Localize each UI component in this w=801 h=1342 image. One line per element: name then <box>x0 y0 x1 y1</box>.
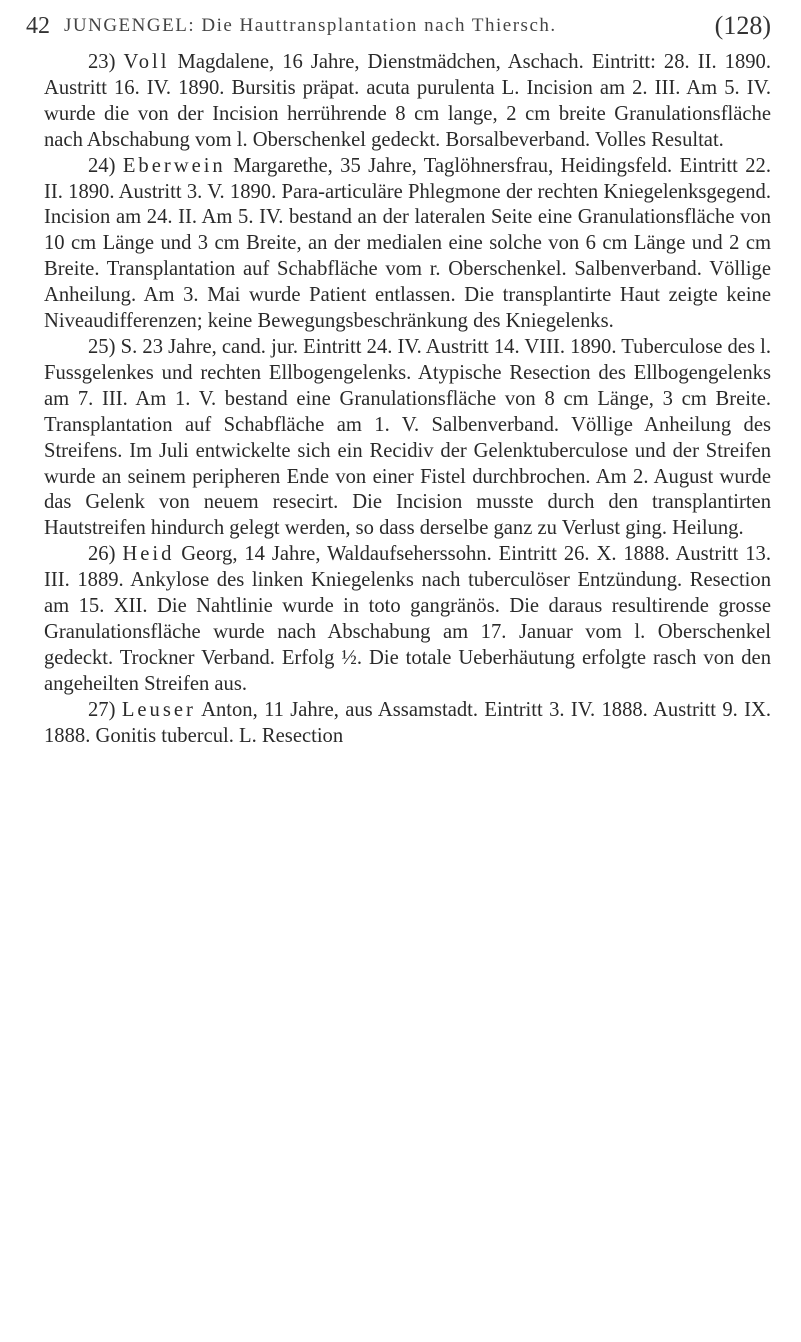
case-number: 25) <box>88 335 116 358</box>
case-paragraph <box>44 542 771 697</box>
case-number: 27) <box>88 698 116 721</box>
patient-name: Heid <box>122 543 175 566</box>
case-paragraph <box>44 50 771 154</box>
section-number: (128) <box>714 11 771 40</box>
document-body <box>44 50 771 749</box>
case-text: Georg, 14 Jahre, Waldaufseherssohn. Eintritt 26. X. 1888. Austritt 13. III. 1889. Ankylose des linken Kniegelenks nach tuberculöser Entzündung. Resection am 15. XII. Die Nahtlinie wurde in toto gangränös. Die daraus resultirende grosse Granulationsfläche wurde nach Abschabung am 17. Januar vom l. Oberschenkel gedeckt. Trockner Verband. Erfolg ½. Die totale Ueberhäutung erfolgte rasch von den angeheilten Streifen aus. <box>44 543 771 695</box>
page-number: 42 <box>26 12 50 39</box>
case-number: 23) <box>88 51 116 73</box>
case-paragraph <box>44 154 771 335</box>
running-head: JUNGENGEL: Die Hauttransplantation nach Thiersch. <box>64 15 557 36</box>
patient-name: S. <box>120 335 138 358</box>
case-text: Magdalene, 16 Jahre, Dienstmädchen, Aschach. Eintritt: 28. II. 1890. Austritt 16. IV. 1890. Bursitis präpat. acuta purulenta L. Incision am 2. III. Am 5. IV. wurde die von der Incision herrührende 8 cm lange, 2 cm breite Granulationsfläche nach Abschabung vom l. Oberschenkel gedeckt. Borsalbeverband. Volles Resultat. <box>44 51 771 151</box>
case-number: 26) <box>88 543 116 566</box>
case-number: 24) <box>88 154 116 177</box>
case-text: Anton, 11 Jahre, aus Assamstadt. Eintritt 3. IV. 1888. Austritt 9. IX. 1888. Gonitis tubercul. L. Resection <box>44 698 772 747</box>
case-text: 23 Jahre, cand. jur. Eintritt 24. IV. Austritt 14. VIII. 1890. Tuberculose des l. Fussgelenkes und rechten Ellbogengelenks. Atypische Resection des Ellbogengelenks am 7. III. Am 1. V. bestand eine Granulationsfläche von 8 cm Länge, 3 cm Breite. Transplantation auf Schabfläche am 1. V. Salbenverband. Völlige Anheilung des Streifens. Im Juli entwickelte sich ein Recidiv der Gelenktuberculose und der Streifen wurde an seinem peripheren Ende von einer Fistel durchbrochen. Am 2. August wurde das Gelenk von neuem resecirt. Die Incision musste durch den transplantirten Hautstreifen hindurch gelegt werden, so dass derselbe ganz zu Verlust ging. Heilung. <box>44 335 771 540</box>
case-paragraph <box>44 335 771 542</box>
patient-name: Leuser <box>121 698 196 721</box>
case-text: Margarethe, 35 Jahre, Taglöhnersfrau, Heidingsfeld. Eintritt 22. II. 1890. Austritt 3. V. 1890. Para-articuläre Phlegmone der rechten Kniegelenksgegend. Incision am 24. II. Am 5. IV. bestand an der lateralen Seite eine Granulationsfläche von 10 cm Länge und 3 cm Breite, an der medialen eine solche von 6 cm Länge und 2 cm Breite. Transplantation auf Schabfläche vom r. Oberschenkel. Salbenverband. Völlige Anheilung. Am 3. Mai wurde Patient entlassen. Die transplantirte Haut zeigte keine Niveaudifferenzen; keine Bewegungsbeschränkung des Kniegelenks. <box>44 154 771 333</box>
patient-name: Eberwein <box>122 154 226 177</box>
page-header <box>26 6 771 46</box>
case-paragraph <box>44 698 771 750</box>
patient-name: Voll <box>123 51 170 73</box>
